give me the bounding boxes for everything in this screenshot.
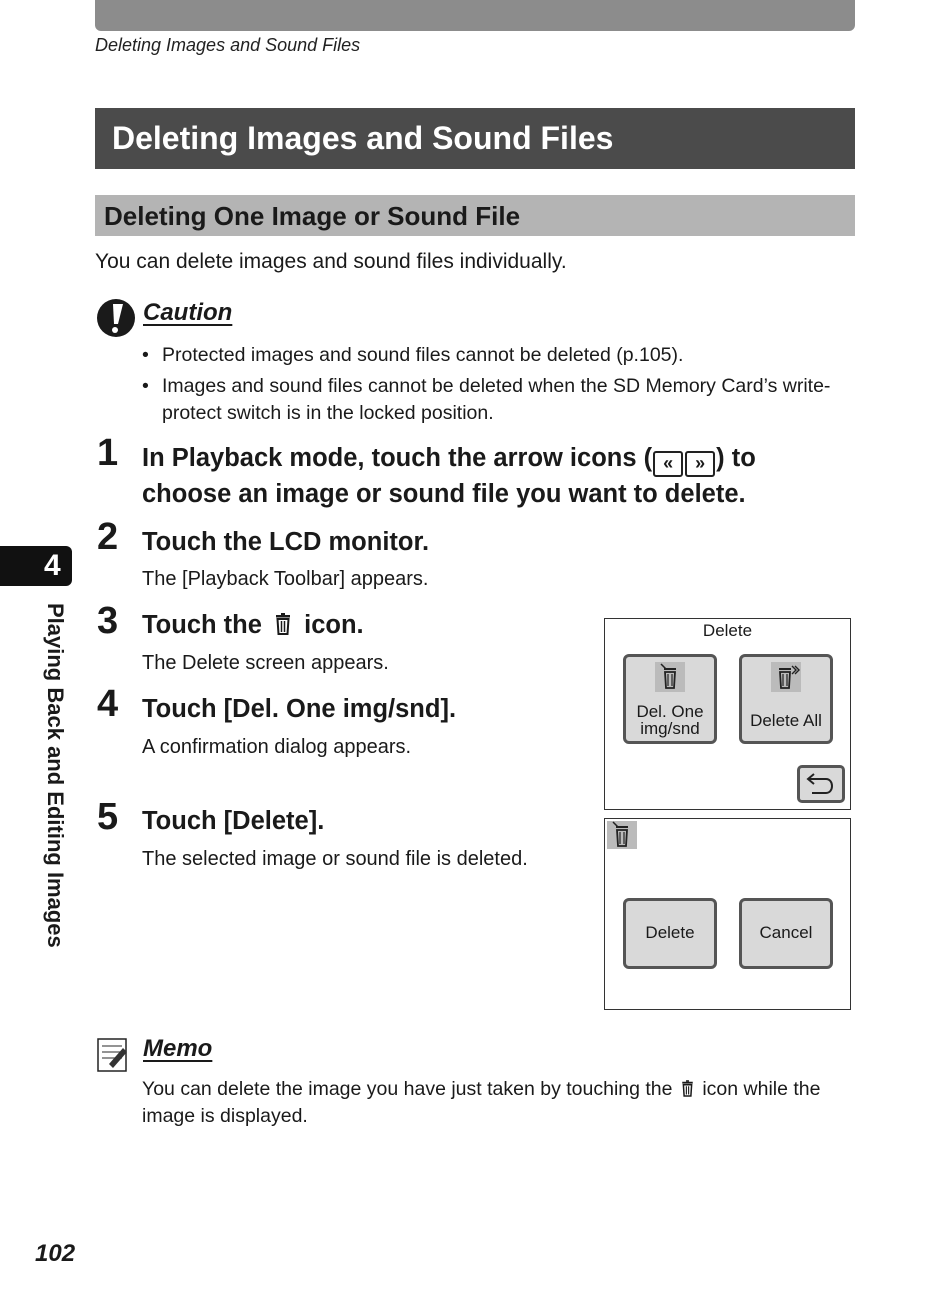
step-title: Touch [Delete]. [142, 807, 325, 835]
chapter-title: Playing Back and Editing Images [43, 603, 68, 948]
step-number: 2 [97, 516, 119, 558]
delete-all-label: Delete All [750, 711, 822, 730]
step-number: 5 [97, 796, 119, 838]
delete-one-icon [655, 662, 685, 692]
step-title: Touch [Del. One img/snd]. [142, 695, 457, 723]
chapter-title-vertical [42, 603, 82, 1003]
step-title-text: In Playback mode, touch the arrow icons ( [142, 444, 653, 472]
caution-item: • Protected images and sound files cannot be deleted (p.105). [142, 342, 842, 369]
delete-one-icon [607, 821, 637, 849]
step-title: Touch the LCD monitor. [142, 528, 430, 556]
page-number: 102 [35, 1240, 76, 1267]
step-title-text: Touch the [142, 611, 262, 639]
arrow-left-icon: « [653, 451, 683, 477]
delete-button-label: Delete [645, 923, 695, 942]
del-one-label-line: img/snd [640, 719, 700, 738]
caution-heading: Caution [143, 299, 233, 326]
step-description: The selected image or sound file is deleted. [142, 848, 528, 870]
cancel-button[interactable] [739, 898, 833, 969]
step-title [142, 441, 842, 511]
memo-text-part: icon while the image is displayed. [142, 1078, 821, 1127]
step-title-text: ) to choose an image or sound file you want to delete. [142, 444, 756, 508]
step-title [142, 608, 364, 642]
del-one-label-line: Del. One [636, 702, 704, 721]
caution-icon [96, 298, 136, 338]
chapter-tab [0, 546, 72, 586]
delete-all-icon [771, 662, 801, 692]
chapter-number: 4 [44, 549, 61, 582]
step-number: 1 [97, 432, 119, 474]
intro-text: You can delete images and sound files individually. [95, 250, 567, 273]
step-number: 4 [97, 683, 119, 725]
section-title: Deleting One Image or Sound File [104, 201, 521, 231]
header-bar [95, 0, 855, 31]
title-bar [95, 108, 855, 169]
memo-text-part: You can delete the image you have just taken by touching the [142, 1078, 673, 1100]
delete-all-button[interactable] [739, 654, 833, 744]
step-number: 3 [97, 600, 119, 642]
step-description: A confirmation dialog appears. [142, 736, 412, 758]
memo-heading: Memo [143, 1035, 213, 1062]
step-description: The [Playback Toolbar] appears. [142, 568, 429, 590]
memo-icon [97, 1038, 129, 1072]
subtitle-bar [95, 195, 855, 236]
delete-button[interactable] [623, 898, 717, 969]
caution-list [142, 342, 842, 431]
del-one-button[interactable] [623, 654, 717, 744]
return-button[interactable] [797, 765, 845, 803]
page-title: Deleting Images and Sound Files [112, 120, 614, 156]
memo-text [142, 1076, 852, 1130]
delete-screen-title: Delete [702, 621, 753, 640]
cancel-button-label: Cancel [759, 923, 813, 942]
return-icon [800, 768, 842, 800]
step-title-text: icon. [304, 611, 364, 639]
running-title: Deleting Images and Sound Files [95, 35, 361, 55]
del-one-label [626, 703, 714, 737]
step-description: The Delete screen appears. [142, 652, 389, 674]
caution-item: • Images and sound files cannot be deleted when the SD Memory Card’s write-protect switch is in the locked position. [142, 373, 842, 427]
arrow-right-icon: » [685, 451, 715, 477]
trash-icon [273, 613, 293, 635]
trash-icon [680, 1080, 695, 1097]
delete-screen [604, 618, 851, 810]
confirm-screen [604, 818, 851, 1010]
